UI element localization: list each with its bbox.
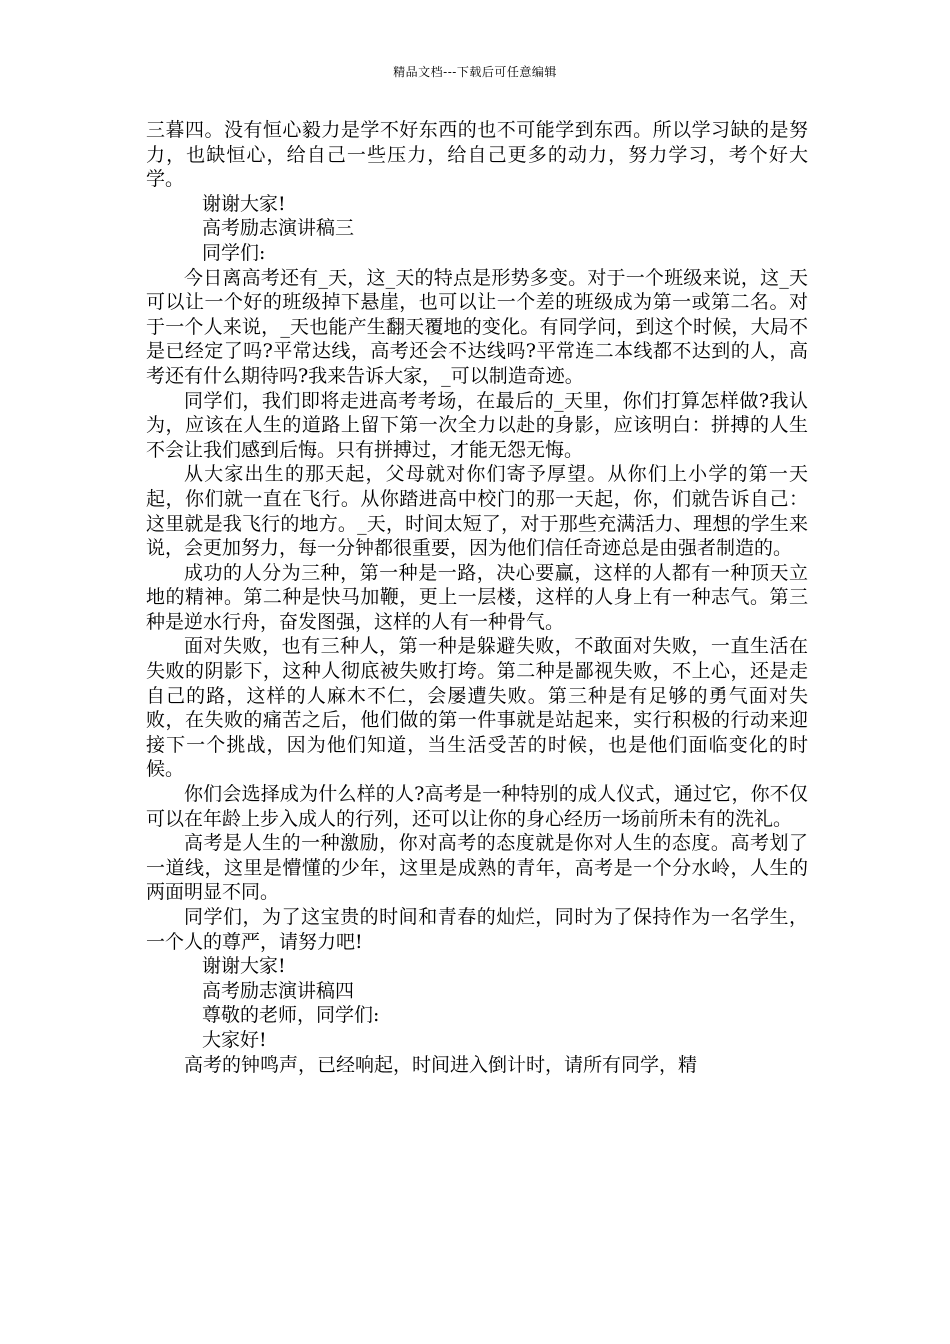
paragraph: 今日离高考还有_天，这_天的特点是形势多变。对于一个班级来说，这_天可以让一个好的班级掉下悬崖，也可以让一个差的班级成为第一或第二名。对于一个人来说，_天也能产生翻天覆地的变化。有同学问，到这个时候，大局不是已经定了吗?平常达线，高考还会不达线吗?平常连二本线都不达到的人，高考还有什么期待吗?我来告诉大家，_可以制造奇迹。 [146,266,808,387]
paragraph: 面对失败，也有三种人，第一种是躲避失败，不敢面对失败，一直生活在失败的阴影下，这种人彻底被失败打垮。第二种是鄙视失败，不上心，还是走自己的路，这样的人麻木不仁，会屡遭失败。第三种是有足够的勇气面对失败，在失败的痛苦之后，他们做的第一件事就是站起来，实行积极的行动来迎接下一个挑战，因为他们知道，当生活受苦的时候，也是他们面临变化的时候。 [146,635,808,781]
document-body [146,118,808,1077]
greeting-line: 尊敬的老师，同学们: [202,1004,380,1027]
paragraph: 从大家出生的那天起，父母就对你们寄予厚望。从你们上小学的第一天起，你们就一直在飞行。从你踏进高中校门的那一天起，你，们就告诉自己：这里就是我飞行的地方。_天，时间太短了，对于那些充满活力、理想的学生来说，会更加努力，每一分钟都很重要，因为他们信任奇迹总是由强者制造的。 [146,463,808,560]
greeting-line: 同学们: [202,241,266,264]
paragraph: 高考的钟鸣声，已经响起，时间进入倒计时，请所有同学，精 [184,1053,698,1076]
page-header: 精品文档---下载后可任意编辑 [393,65,557,79]
paragraph: 同学们，为了这宝贵的时间和青春的灿烂，同时为了保持作为一名学生，一个人的尊严，请努力吧! [146,906,808,953]
thanks-line: 谢谢大家! [202,955,286,978]
paragraph: 高考是人生的一种激励，你对高考的态度就是你对人生的态度。高考划了一道线，这里是懵懂的少年，这里是成熟的青年，高考是一个分水岭，人生的两面明显不同。 [146,832,808,904]
hello-line: 大家好! [202,1028,267,1051]
paragraph-continued: 三暮四。没有恒心毅力是学不好东西的也不可能学到东西。所以学习缺的是努力，也缺恒心，给自己一些压力，给自己更多的动力，努力学习，考个好大学。 [146,119,808,191]
paragraph: 同学们，我们即将走进高考考场，在最后的_天里，你们打算怎样做?我认为，应该在人生的道路上留下第一次全力以赴的身影，应该明白：拼搏的人生不会让我们感到后悔。只有拼搏过，才能无怨无悔。 [146,389,808,461]
section-title-3: 高考励志演讲稿三 [202,217,355,240]
paragraph: 你们会选择成为什么样的人?高考是一种特别的成人仪式，通过它，你不仅可以在年龄上步入成人的行列，还可以让你的身心经历一场前所未有的洗礼。 [146,783,808,830]
paragraph: 成功的人分为三种，第一种是一路，决心要赢，这样的人都有一种顶天立地的精神。第二种是快马加鞭，更上一层楼，这样的人身上有一种志气。第三种是逆水行舟，奋发图强，这样的人有一种骨气。 [146,561,808,633]
thanks-line: 谢谢大家! [202,192,286,215]
section-title-4: 高考励志演讲稿四 [202,979,355,1002]
